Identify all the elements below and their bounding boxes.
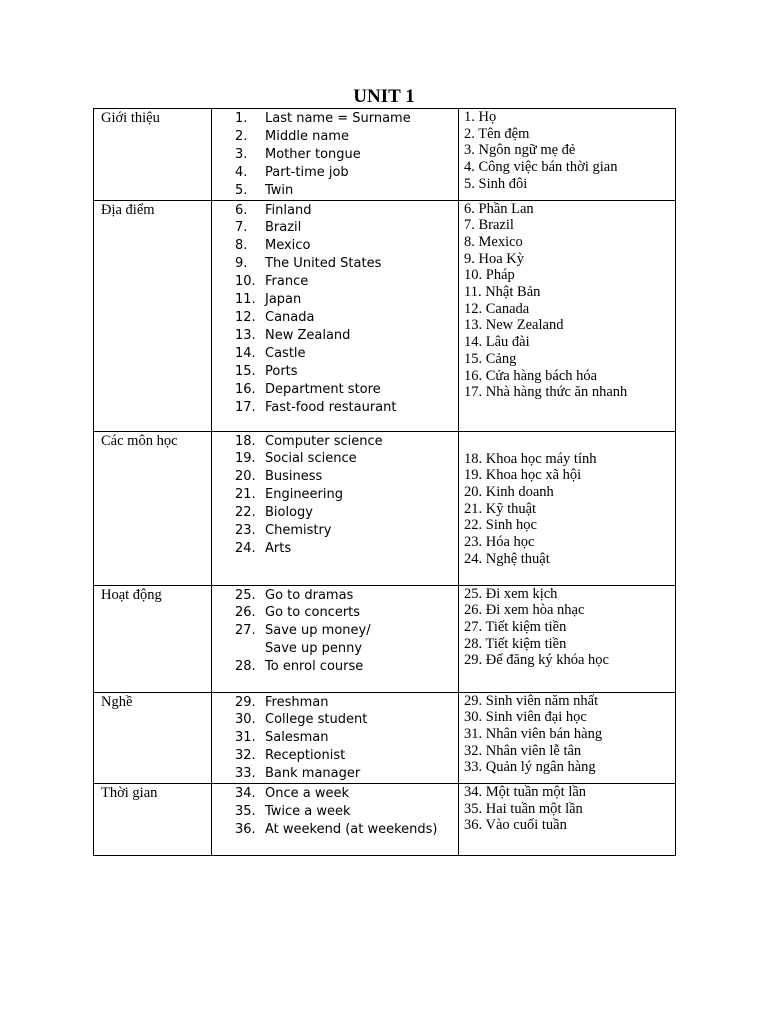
english-term bbox=[212, 604, 458, 622]
term-number: 20. bbox=[235, 469, 256, 485]
topic-label: Nghề bbox=[101, 693, 133, 710]
vietnamese-term: 19. Khoa học xã hội bbox=[464, 467, 582, 484]
term-text: New Zealand bbox=[265, 327, 351, 343]
vietnamese-term: 29. Để đăng ký khóa học bbox=[464, 652, 609, 669]
term-number: 34. bbox=[235, 786, 256, 802]
term-number: 15. bbox=[235, 363, 256, 379]
term-number: 23. bbox=[235, 523, 256, 539]
english-term bbox=[212, 291, 458, 309]
vietnamese-term: 33. Quản lý ngân hàng bbox=[464, 759, 596, 776]
vietnamese-term: 23. Hóa học bbox=[464, 534, 535, 551]
term-number: 22. bbox=[235, 505, 256, 521]
vietnamese-term-list bbox=[459, 586, 675, 670]
term-text: Canada bbox=[265, 309, 315, 325]
vietnamese-cell bbox=[459, 692, 676, 784]
term-number: 19. bbox=[235, 451, 256, 467]
english-term bbox=[212, 504, 458, 522]
english-term bbox=[212, 711, 458, 729]
term-text: Ports bbox=[265, 363, 298, 379]
term-number: 18. bbox=[235, 433, 256, 449]
vietnamese-term: 3. Ngôn ngữ mẹ đẻ bbox=[464, 142, 576, 159]
english-term bbox=[212, 146, 458, 164]
english-term bbox=[212, 486, 458, 504]
term-number: 4. bbox=[235, 164, 248, 180]
vietnamese-term: 36. Vào cuối tuần bbox=[464, 817, 567, 834]
table-row bbox=[94, 109, 676, 201]
english-cell bbox=[212, 585, 459, 692]
english-term bbox=[212, 110, 458, 128]
english-term bbox=[212, 694, 458, 712]
term-text: Middle name bbox=[265, 128, 349, 144]
term-text: At weekend (at weekends) bbox=[265, 821, 438, 837]
term-text: Twin bbox=[265, 182, 294, 198]
vietnamese-term: 15. Cảng bbox=[464, 350, 517, 367]
english-term bbox=[212, 182, 458, 200]
english-term bbox=[212, 128, 458, 146]
english-term bbox=[212, 202, 458, 220]
vietnamese-term: 21. Kỹ thuật bbox=[464, 500, 537, 517]
term-text: Social science bbox=[265, 451, 357, 467]
term-text: Receptionist bbox=[265, 748, 346, 764]
topic-label: Giới thiệu bbox=[101, 110, 160, 126]
term-number: 35. bbox=[235, 803, 256, 819]
english-term bbox=[212, 273, 458, 291]
term-text: Go to concerts bbox=[265, 605, 361, 621]
term-text: Twice a week bbox=[265, 803, 351, 819]
term-text: Arts bbox=[265, 540, 292, 556]
vietnamese-term: 5. Sinh đôi bbox=[464, 175, 528, 192]
english-cell bbox=[212, 431, 459, 585]
english-term bbox=[212, 433, 458, 451]
table-row bbox=[94, 784, 676, 856]
vietnamese-term: 27. Tiết kiệm tiền bbox=[464, 618, 567, 635]
term-text: Save up money/ bbox=[265, 623, 371, 639]
english-term bbox=[212, 450, 458, 468]
term-number: 11. bbox=[235, 292, 256, 308]
term-text: Engineering bbox=[265, 487, 343, 503]
term-text: Brazil bbox=[265, 220, 302, 236]
vietnamese-term: 8. Mexico bbox=[464, 233, 523, 250]
term-text: Mexico bbox=[265, 238, 311, 254]
vietnamese-term: 31. Nhân viên bán hàng bbox=[464, 725, 603, 742]
english-term bbox=[212, 255, 458, 273]
english-term bbox=[212, 821, 458, 839]
term-number: 1. bbox=[235, 111, 248, 126]
topic-cell bbox=[94, 692, 212, 784]
vocabulary-table bbox=[93, 108, 676, 856]
topic-cell bbox=[94, 109, 212, 201]
english-term bbox=[212, 587, 458, 605]
vietnamese-term: 2. Tên đệm bbox=[464, 125, 530, 142]
english-term bbox=[212, 164, 458, 182]
vietnamese-cell bbox=[459, 585, 676, 692]
term-text: Bank manager bbox=[265, 766, 361, 782]
english-term bbox=[212, 658, 458, 676]
english-term bbox=[212, 540, 458, 558]
term-number: 29. bbox=[235, 694, 256, 710]
english-term bbox=[212, 640, 458, 658]
vocabulary-table-body bbox=[94, 109, 676, 856]
term-text: Freshman bbox=[265, 694, 329, 710]
english-term bbox=[212, 765, 458, 783]
term-number: 17. bbox=[235, 399, 256, 415]
term-text: Castle bbox=[265, 345, 306, 361]
english-term bbox=[212, 803, 458, 821]
english-term-list bbox=[212, 693, 458, 784]
english-term bbox=[212, 237, 458, 255]
term-number: 6. bbox=[235, 202, 248, 218]
english-term bbox=[212, 622, 458, 640]
english-term-list bbox=[212, 201, 458, 417]
term-text: France bbox=[265, 274, 309, 290]
topic-label: Các môn học bbox=[101, 432, 178, 449]
table-row bbox=[94, 585, 676, 692]
term-text: Once a week bbox=[265, 786, 350, 802]
vietnamese-term: 12. Canada bbox=[464, 300, 530, 317]
vietnamese-term: 26. Đi xem hòa nhạc bbox=[464, 602, 585, 619]
term-number: 33. bbox=[235, 766, 256, 782]
vietnamese-term: 13. New Zealand bbox=[464, 317, 564, 334]
topic-cell bbox=[94, 585, 212, 692]
english-term-list bbox=[212, 432, 458, 558]
vietnamese-term-list bbox=[459, 109, 675, 193]
topic-cell bbox=[94, 431, 212, 585]
vietnamese-term: 11. Nhật Bản bbox=[464, 284, 541, 301]
vietnamese-term: 1. Họ bbox=[464, 109, 497, 125]
vietnamese-term: 30. Sinh viên đại học bbox=[464, 709, 587, 726]
table-row bbox=[94, 692, 676, 784]
term-text: Finland bbox=[265, 202, 312, 218]
vietnamese-term: 9. Hoa Kỳ bbox=[464, 250, 525, 267]
term-text: Last name = Surname bbox=[265, 111, 411, 126]
term-number: 8. bbox=[235, 238, 248, 254]
english-term-list bbox=[212, 109, 458, 200]
english-cell bbox=[212, 200, 459, 431]
vietnamese-term: 6. Phần Lan bbox=[464, 200, 534, 217]
english-term bbox=[212, 327, 458, 345]
vietnamese-term-list bbox=[459, 784, 675, 834]
english-term bbox=[212, 747, 458, 765]
english-cell bbox=[212, 784, 459, 856]
english-term bbox=[212, 219, 458, 237]
vietnamese-term: 20. Kinh doanh bbox=[464, 483, 554, 500]
vietnamese-term: 17. Nhà hàng thức ăn nhanh bbox=[464, 384, 628, 401]
vietnamese-cell bbox=[459, 784, 676, 856]
table-row bbox=[94, 200, 676, 431]
english-term bbox=[212, 785, 458, 803]
term-text: Part-time job bbox=[265, 164, 349, 180]
term-number: 3. bbox=[235, 146, 248, 162]
term-number: 31. bbox=[235, 730, 256, 746]
vietnamese-cell bbox=[459, 431, 676, 585]
term-number: 30. bbox=[235, 712, 256, 728]
english-term bbox=[212, 345, 458, 363]
vietnamese-term-list bbox=[459, 201, 675, 401]
english-term bbox=[212, 522, 458, 540]
english-cell bbox=[212, 692, 459, 784]
english-term bbox=[212, 309, 458, 327]
vietnamese-term: 4. Công việc bán thời gian bbox=[464, 159, 618, 176]
term-number: 7. bbox=[235, 220, 248, 236]
term-number: 9. bbox=[235, 256, 248, 272]
english-term-list bbox=[212, 784, 458, 839]
term-number: 14. bbox=[235, 345, 256, 361]
term-number: 27. bbox=[235, 623, 256, 639]
vietnamese-term: 25. Đi xem kịch bbox=[464, 585, 558, 602]
vietnamese-term: 28. Tiết kiệm tiền bbox=[464, 635, 567, 652]
term-text: Mother tongue bbox=[265, 146, 361, 162]
vietnamese-term: 35. Hai tuần một lần bbox=[464, 800, 583, 817]
vietnamese-cell bbox=[459, 200, 676, 431]
term-number: 32. bbox=[235, 748, 256, 764]
topic-cell bbox=[94, 784, 212, 856]
term-number: 28. bbox=[235, 659, 256, 675]
vietnamese-term: 29. Sinh viên năm nhất bbox=[464, 692, 599, 709]
term-text: Chemistry bbox=[265, 523, 332, 539]
term-number: 36. bbox=[235, 821, 256, 837]
topic-label: Thời gian bbox=[101, 785, 158, 802]
term-number: 24. bbox=[235, 540, 256, 556]
english-term bbox=[212, 729, 458, 747]
term-number: 13. bbox=[235, 327, 256, 343]
term-text: The United States bbox=[265, 256, 382, 272]
english-term-list bbox=[212, 586, 458, 677]
vietnamese-term: 7. Brazil bbox=[464, 217, 514, 234]
term-number: 10. bbox=[235, 274, 256, 290]
term-text: Japan bbox=[265, 292, 302, 308]
vietnamese-cell bbox=[459, 109, 676, 201]
english-cell bbox=[212, 109, 459, 201]
term-text: Salesman bbox=[265, 730, 329, 746]
term-text: Business bbox=[265, 469, 323, 485]
term-text: Save up penny bbox=[265, 641, 363, 657]
term-number: 5. bbox=[235, 182, 248, 198]
topic-cell bbox=[94, 200, 212, 431]
term-number: 12. bbox=[235, 309, 256, 325]
table-row bbox=[94, 431, 676, 585]
term-text: Go to dramas bbox=[265, 587, 354, 603]
english-term bbox=[212, 399, 458, 417]
term-text: College student bbox=[265, 712, 368, 728]
term-number: 26. bbox=[235, 605, 256, 621]
vietnamese-term-list bbox=[459, 432, 675, 568]
vietnamese-term: 24. Nghệ thuật bbox=[464, 550, 550, 567]
term-text: Fast-food restaurant bbox=[265, 399, 397, 415]
english-term bbox=[212, 381, 458, 399]
english-term bbox=[212, 363, 458, 381]
term-number: 25. bbox=[235, 587, 256, 603]
topic-label: Hoạt động bbox=[101, 586, 162, 603]
term-text: Department store bbox=[265, 381, 381, 397]
vietnamese-term: 16. Cửa hàng bách hóa bbox=[464, 367, 598, 384]
english-term bbox=[212, 468, 458, 486]
term-number: 21. bbox=[235, 487, 256, 503]
vietnamese-term: 34. Một tuần một lần bbox=[464, 784, 587, 801]
term-text: Biology bbox=[265, 505, 313, 521]
topic-label: Địa điểm bbox=[101, 201, 155, 218]
term-text: Computer science bbox=[265, 433, 383, 449]
vietnamese-term: 10. Pháp bbox=[464, 267, 515, 284]
vietnamese-term: 14. Lâu đài bbox=[464, 334, 530, 351]
vietnamese-term: 18. Khoa học máy tính bbox=[464, 450, 597, 467]
document-title: UNIT 1 bbox=[353, 86, 415, 107]
term-text: To enrol course bbox=[265, 659, 364, 675]
vietnamese-term: 22. Sinh học bbox=[464, 517, 537, 534]
vietnamese-term-list bbox=[459, 693, 675, 777]
term-number: 2. bbox=[235, 128, 248, 144]
term-number: 16. bbox=[235, 381, 256, 397]
vietnamese-term: 32. Nhân viên lễ tân bbox=[464, 742, 582, 759]
